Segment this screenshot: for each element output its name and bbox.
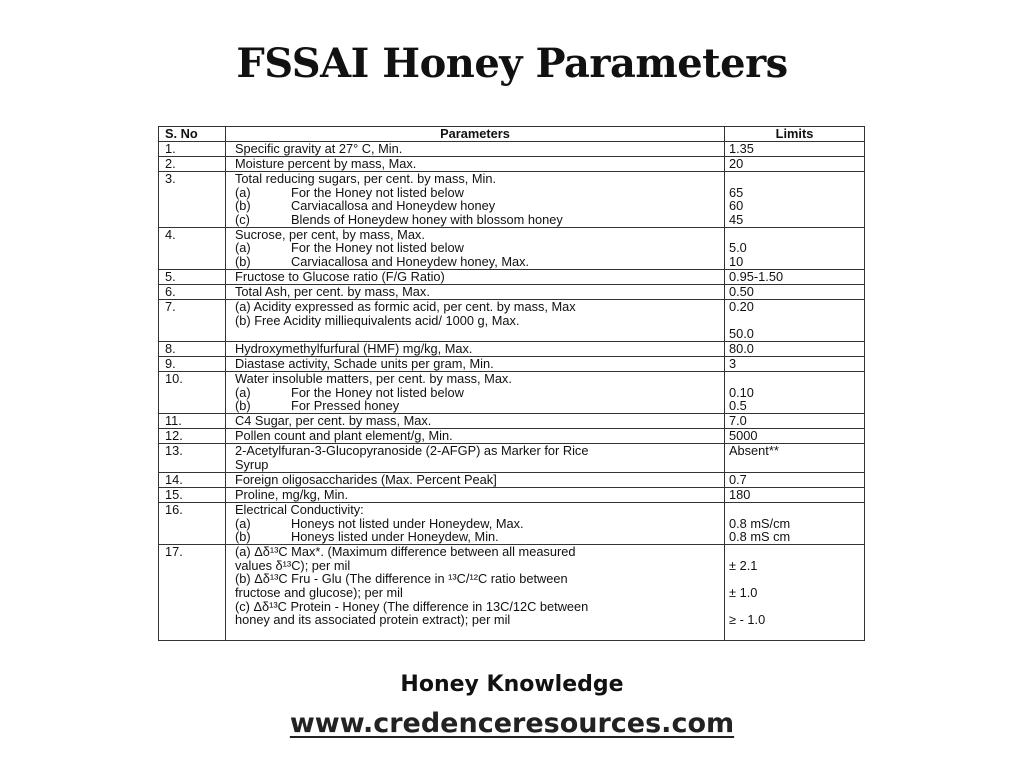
parameter-line [235,545,723,559]
row-serial-number: 17. [165,544,183,560]
parameter-sub-text: For the Honey not listed below [291,240,464,256]
parameter-line [235,186,723,200]
parameters-table [158,126,865,641]
parameter-text: Fructose to Glucose ratio (F/G Ratio) [235,269,445,284]
footer-url-link[interactable]: www.credenceresources.com [289,708,735,739]
limit-value: 7.0 [729,413,747,429]
limit-value [729,503,864,517]
row-serial-number: 16. [165,502,183,517]
parameter-text: honey and its associated protein extract); per mil [235,612,511,628]
table-row [159,473,864,488]
limit-value: 50.0 [729,326,754,342]
row-parameters [235,488,723,502]
limit-value: 0.7 [729,472,747,487]
table-row [159,357,864,372]
parameter-sub-text: For the Honey not listed below [291,384,464,400]
table-row [159,142,864,157]
parameter-line [235,530,723,544]
parameter-text: C4 Sugar, per cent. by mass, Max. [235,413,432,429]
row-serial-number: 15. [165,487,183,502]
limit-value: 3 [729,356,737,372]
parameter-line [235,488,723,502]
row-limits [729,414,864,428]
parameter-sub-label: (a) [235,384,251,400]
parameter-sub-label: (b) [235,529,251,545]
parameter-text: Syrup [235,456,269,472]
limit-value: 1.35 [729,141,754,156]
table-row [159,172,864,228]
parameter-text: Sucrose, per cent, by mass, Max. [235,226,425,242]
parameter-line [235,517,723,531]
row-limits [729,357,864,371]
parameter-text: Proline, mg/kg, Min. [235,487,349,502]
limit-value: 60 [729,198,744,214]
limit-value: 0.50 [729,284,754,299]
table-row [159,342,864,357]
footer-url-wrap [0,708,1024,739]
parameter-sub-text: For Pressed honey [291,398,400,414]
table-row [159,372,864,414]
row-limits [729,444,864,471]
row-parameters [235,429,723,443]
limit-value: 180 [729,487,751,502]
parameter-text: Moisture percent by mass, Max. [235,156,417,171]
table-row [159,285,864,300]
parameter-line [235,586,723,600]
parameter-text: (b) Free Acidity milliequivalents acid/ 1000 g, Max. [235,312,520,328]
row-limits [729,342,864,356]
parameter-text: (c) Δδ¹³C Protein - Honey (The difference in 13C/12C between [235,598,589,614]
parameter-line [235,357,723,371]
parameter-text: Pollen count and plant element/g, Min. [235,428,453,444]
row-parameters [235,300,723,341]
parameter-sub-label: (c) [235,211,250,227]
parameter-line [235,600,723,614]
parameter-text: values δ¹³C); per mil [235,557,351,573]
parameter-line [235,213,723,227]
header-limits: Limits [775,126,814,141]
parameter-text: fructose and glucose); per mil [235,584,403,600]
row-parameters [235,285,723,299]
row-limits [729,488,864,502]
limit-value: 45 [729,211,744,227]
page-title: FSSAI Honey Parameters [236,40,788,87]
parameter-sub-label: (b) [235,198,251,214]
row-limits [729,172,864,226]
limit-value: ± 2.1 [729,557,758,573]
limit-value: 0.95-1.50 [729,269,784,284]
parameter-line [235,399,723,413]
row-serial-number: 12. [165,428,183,444]
row-serial-number: 2. [165,156,176,171]
row-parameters [235,142,723,156]
parameter-text: Total reducing sugars, per cent. by mass, Min. [235,171,497,186]
parameter-sub-text: Carviacallosa and Honeydew honey, Max. [291,253,530,269]
limit-value: 65 [729,184,744,200]
table-row [159,414,864,429]
row-parameters [235,414,723,428]
row-limits [729,473,864,487]
limit-value: 5.0 [729,240,747,256]
parameter-line [235,559,723,573]
parameter-line [235,613,723,627]
row-serial-number: 9. [165,356,176,372]
parameter-line [235,386,723,400]
parameter-line [235,503,723,517]
table-row [159,429,864,444]
row-parameters [235,545,723,627]
parameter-line [235,300,723,314]
parameter-sub-text: Blends of Honeydew honey with blossom honey [291,211,563,227]
row-serial-number: 5. [165,269,176,284]
table-row [159,270,864,285]
table-row [159,444,864,473]
column-divider-limits [724,127,725,640]
parameter-sub-label: (b) [235,253,251,269]
parameter-text: (a) Δδ¹³C Max*. (Maximum difference between all measured [235,544,576,560]
table-header [159,127,864,142]
limit-value: 80.0 [729,341,754,357]
row-limits [729,429,864,443]
table-row [159,300,864,342]
column-divider-sno [225,127,226,640]
limit-value: 0.5 [729,398,747,414]
parameter-text: Diastase activity, Schade units per gram, Min. [235,356,494,372]
row-serial-number: 13. [165,443,183,459]
parameter-text: Total Ash, per cent. by mass, Max. [235,284,430,299]
parameter-line [235,172,723,186]
parameter-line [235,458,723,472]
row-serial-number: 11. [165,413,182,429]
table-row [159,228,864,270]
row-serial-number: 4. [165,226,176,242]
row-limits [729,372,864,413]
row-parameters [235,270,723,284]
header-parameters: Parameters [440,126,510,141]
row-parameters [235,157,723,171]
parameter-text: Hydroxymethylfurfural (HMF) mg/kg, Max. [235,341,473,357]
parameter-line [235,228,723,242]
parameter-line [235,372,723,386]
parameter-line [235,429,723,443]
row-parameters [235,342,723,356]
parameter-text: (a) Acidity expressed as formic acid, per cent. by mass, Max [235,299,576,314]
row-parameters [235,172,723,226]
row-parameters [235,228,723,269]
parameter-sub-text: Carviacallosa and Honeydew honey [291,198,496,214]
row-limits [729,300,864,341]
row-serial-number: 7. [165,299,176,314]
parameter-sub-label: (a) [235,515,251,531]
limit-value [729,600,864,614]
parameter-line [235,142,723,156]
parameter-line [235,255,723,269]
limit-value: 0.8 mS cm [729,529,791,545]
limit-value: 0.8 mS/cm [729,515,791,531]
parameter-line [235,285,723,299]
parameter-sub-text: Honeys not listed under Honeydew, Max. [291,515,524,531]
row-serial-number: 6. [165,284,176,299]
row-serial-number: 10. [165,371,183,387]
parameter-sub-label: (a) [235,240,251,256]
row-limits [729,503,864,544]
limit-value [729,572,864,586]
parameter-line [235,572,723,586]
limit-value: Absent** [729,443,779,459]
row-limits [729,228,864,269]
parameter-sub-text: For the Honey not listed below [291,184,464,200]
row-limits [729,270,864,284]
header-sno: S. No [165,126,198,141]
parameter-line [235,199,723,213]
row-parameters [235,357,723,371]
limit-value: 0.10 [729,384,754,400]
row-parameters [235,473,723,487]
table-row [159,503,864,545]
limit-value: ≥ - 1.0 [729,612,766,628]
table-row [159,488,864,503]
limit-value: 10 [729,253,744,269]
row-parameters [235,372,723,413]
row-serial-number: 14. [165,472,183,487]
table-row [159,545,864,640]
row-parameters [235,503,723,544]
limit-value [729,172,864,186]
parameter-text: Specific gravity at 27° C, Min. [235,141,403,156]
parameter-sub-label: (b) [235,398,251,414]
parameter-sub-label: (a) [235,184,251,200]
parameter-line [235,241,723,255]
parameter-line [235,473,723,487]
parameter-line [235,444,723,458]
parameter-line [235,314,723,328]
parameter-line [235,414,723,428]
parameter-text: (b) Δδ¹³C Fru - Glu (The difference in ¹³C/¹²C ratio between [235,571,568,587]
row-limits [729,157,864,171]
table-row [159,157,864,172]
parameter-text: Foreign oligosaccharides (Max. Percent Peak] [235,472,497,487]
limit-value [729,228,864,242]
row-parameters [235,444,723,471]
row-serial-number: 1. [165,141,176,156]
parameter-line [235,327,723,341]
limit-value: 0.20 [729,299,754,314]
row-limits [729,545,864,627]
row-limits [729,142,864,156]
limit-value [729,314,864,328]
limit-value [729,458,864,472]
parameter-sub-text: Honeys listed under Honeydew, Min. [291,529,499,545]
row-serial-number: 8. [165,341,176,357]
footer-subtitle: Honey Knowledge [400,672,624,697]
parameter-text: Electrical Conductivity: [235,502,364,517]
parameter-line [235,270,723,284]
limit-value: 5000 [729,428,758,444]
parameter-line [235,157,723,171]
limit-value: ± 1.0 [729,584,758,600]
limit-value [729,545,864,559]
parameter-text: Water insoluble matters, per cent. by mass, Max. [235,371,512,387]
row-limits [729,285,864,299]
row-serial-number: 3. [165,171,176,186]
limit-value: 20 [729,156,744,171]
parameter-text: 2-Acetylfuran-3-Glucopyranoside (2-AFGP) as Marker for Rice [235,443,589,459]
parameter-line [235,342,723,356]
limit-value [729,372,864,386]
